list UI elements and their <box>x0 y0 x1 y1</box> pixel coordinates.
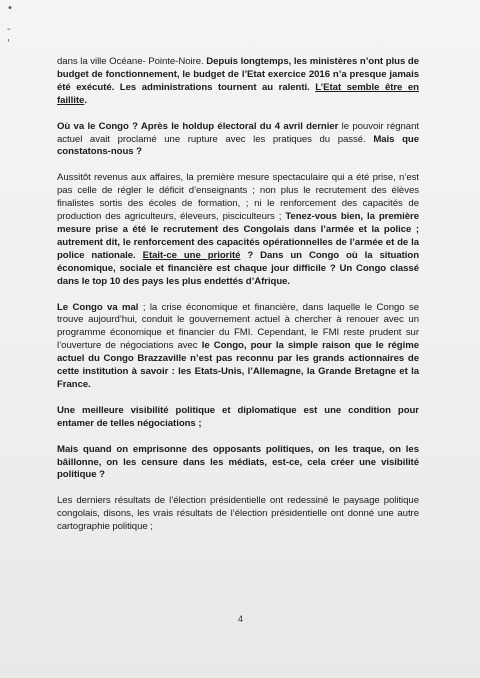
bold-text: Tenez-vous bien, la première mesure prise a été le recrutement des Congolais dans l’armée et la police ; autrement dit, le renforcement des capacités opérationnelles de l’armée et de la police nationale. <box>57 211 419 261</box>
bold-text: Une meilleure visibilité politique et diplomatique est une condition pour entamer de telles négociations ; <box>57 404 419 429</box>
paragraph <box>57 495 419 534</box>
bold-text: Mais quand on emprisonne des opposants politiques, on les traque, on les bâillonne, on les censure dans les médiats, est-ce, cela créer une visibilité politique ? <box>57 443 419 481</box>
scan-mark-tick: ' <box>7 38 10 49</box>
paragraph <box>57 444 419 483</box>
bold-text: le Congo, pour la simple raison que le régime actuel du Congo Brazzaville n’est pas reconnu par les grands actionnaires de cette institution à savoir : les Etats-Unis, l’Allemagne, la Grande Bretagne et la France. <box>57 340 419 390</box>
bold-text: Le Congo va mal <box>57 301 139 313</box>
paragraph <box>57 405 419 431</box>
bold-text: Où va le Congo ? Après le holdup électoral du 4 avril dernier <box>57 120 339 132</box>
bold-text: ? Dans un Congo où la situation économique, sociale et financière est chaque jour difficile ? Un Congo classé dans le top 10 des pays les plus endettés d’Afrique. <box>57 249 419 287</box>
bold-text: . <box>84 94 87 106</box>
underlined-text: Etait-ce une priorité <box>142 249 241 261</box>
page-number: 4 <box>238 614 244 624</box>
scan-mark-top-left: • <box>7 3 13 14</box>
paragraph <box>57 302 419 392</box>
paragraph <box>57 121 419 160</box>
underlined-text: L’Etat semble être en faillite <box>57 81 419 106</box>
body-text: ; la crise économique et financière, dans laquelle le Congo se trouve aujourd’hui, conduit le gouvernement actuel à chercher à renouer avec un programme économique et financier du FMI. Cependant, le FMI reste prudent sur l’ouverture de négociations avec <box>57 301 419 352</box>
bold-text: Mais que constatons-nous ? <box>57 133 419 158</box>
paragraph <box>57 56 419 108</box>
bold-text: Depuis longtemps, les ministères n’ont plus de budget de fonctionnement, le budget de l’Etat exercice 2016 n’a presque jamais été exécuté. Les administrations tournent au ralenti. <box>57 56 419 93</box>
body-text: dans la ville Océane- Pointe-Noire. <box>57 56 207 67</box>
scan-mark-dash: - <box>7 24 11 35</box>
body-text: Les derniers résultats de l’élection présidentielle ont redessiné le paysage politique congolais, disons, les vrais résultats de l’élection présidentielle ont donné une autre cartographie politique ; <box>57 495 419 533</box>
document-body <box>57 56 419 547</box>
body-text: Aussitôt revenus aux affaires, la première mesure spectaculaire qui a été prise, n’est pas celle de régler le déficit d’enseignants ; non plus le recrutement des élèves finalistes sortis des écoles de formation, ; ni le renforcement des capacités de production des agriculteurs, éleveurs, pisciculteurs ; <box>57 172 419 223</box>
paragraph <box>57 172 419 288</box>
body-text: le pouvoir régnant actuel avait proclamé une rupture avec les pratiques du passé. <box>57 120 419 145</box>
